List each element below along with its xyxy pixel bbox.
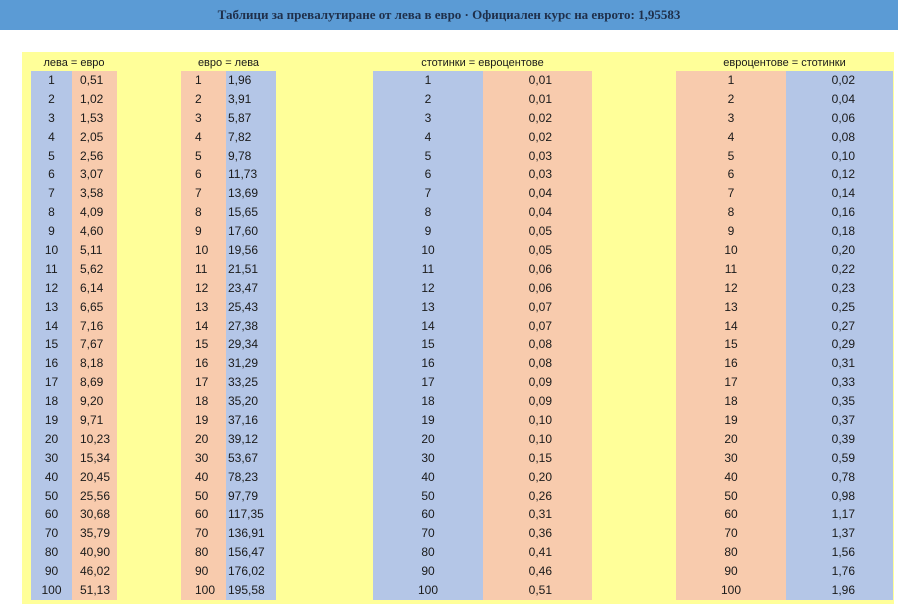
table-cell: 12 bbox=[421, 280, 435, 295]
table-cell: 0,29 bbox=[831, 337, 855, 352]
table-cell: 18 bbox=[421, 394, 435, 409]
table-cell: 9,71 bbox=[80, 413, 104, 428]
table-cell: 50 bbox=[724, 488, 738, 503]
table-cell: 17 bbox=[421, 375, 435, 390]
table-cell: 17,60 bbox=[228, 224, 259, 239]
table-cell: 0,01 bbox=[528, 73, 552, 87]
table-cell: 0,37 bbox=[831, 413, 855, 428]
table-cell: 9 bbox=[727, 224, 735, 239]
table-cell: 5,62 bbox=[80, 261, 104, 276]
table-leva-to-euro bbox=[31, 55, 117, 600]
table-cell: 1 bbox=[48, 73, 55, 87]
table-cell: 30 bbox=[724, 450, 738, 465]
table-cell: 40,90 bbox=[80, 545, 111, 560]
table-cell: 2 bbox=[727, 91, 735, 106]
table-cell: 7,16 bbox=[80, 318, 104, 333]
table-cell: 90 bbox=[724, 564, 738, 579]
table-cell: 0,22 bbox=[831, 261, 855, 276]
table-cell: 90 bbox=[44, 564, 59, 579]
table-cell: 0,14 bbox=[831, 186, 855, 201]
table-cell: 136,91 bbox=[228, 526, 265, 541]
table-cell: 1,53 bbox=[80, 110, 104, 125]
table-cell: 11 bbox=[724, 261, 738, 276]
table-cell: 14 bbox=[44, 318, 59, 333]
table-euro-to-leva bbox=[181, 55, 276, 600]
table-header: евроцентове = стотинки bbox=[723, 57, 846, 69]
table-cell: 50 bbox=[44, 488, 59, 503]
table-cell: 30 bbox=[421, 450, 435, 465]
table-cell: 14 bbox=[421, 318, 435, 333]
table-stotinki-to-eurocents bbox=[373, 55, 592, 600]
table-cell: 0,23 bbox=[831, 280, 855, 295]
table-cell: 15 bbox=[44, 337, 59, 352]
table-cell: 0,04 bbox=[831, 91, 855, 106]
table-cell: 0,59 bbox=[831, 450, 855, 465]
table-cell: 0,18 bbox=[831, 224, 855, 239]
table-cell: 20 bbox=[44, 431, 59, 446]
table-cell: 5 bbox=[424, 148, 432, 163]
table-cell: 0,98 bbox=[831, 488, 855, 503]
table-cell: 17 bbox=[195, 375, 209, 390]
table-cell: 15 bbox=[724, 337, 738, 352]
table-cell: 0,07 bbox=[528, 299, 552, 314]
table-cell: 156,47 bbox=[228, 545, 265, 560]
table-cell: 11,73 bbox=[228, 167, 258, 182]
table-cell: 7 bbox=[48, 186, 55, 201]
table-cell: 39,12 bbox=[228, 431, 259, 446]
table-cell: 0,46 bbox=[528, 564, 552, 579]
table-cell: 9 bbox=[48, 224, 55, 239]
table-cell: 0,26 bbox=[528, 488, 552, 503]
table-cell: 25,56 bbox=[80, 488, 111, 503]
table-cell: 0,25 bbox=[831, 299, 855, 314]
table-cell: 20,45 bbox=[80, 469, 111, 484]
table-cell: 14 bbox=[724, 318, 738, 333]
table-cell: 1,56 bbox=[831, 545, 855, 560]
table-cell: 0,05 bbox=[528, 243, 552, 258]
table-cell: 27,38 bbox=[228, 318, 259, 333]
table-cell: 18 bbox=[195, 394, 209, 409]
table-cell: 10 bbox=[421, 243, 435, 258]
table-cell: 16 bbox=[44, 356, 59, 371]
table-cell: 0,06 bbox=[528, 280, 552, 295]
table-cell: 19 bbox=[195, 413, 209, 428]
table-cell: 0,08 bbox=[528, 356, 552, 371]
table-cell: 6 bbox=[48, 167, 55, 182]
table-cell: 31,29 bbox=[228, 356, 259, 371]
table-cell: 4 bbox=[195, 129, 202, 144]
table-cell: 13 bbox=[724, 299, 738, 314]
table-cell: 0,09 bbox=[528, 394, 552, 409]
table-cell: 13 bbox=[195, 299, 209, 314]
table-cell: 0,07 bbox=[528, 318, 552, 333]
table-cell: 13 bbox=[421, 299, 435, 314]
table-cell: 100 bbox=[720, 583, 742, 598]
table-cell: 10,23 bbox=[80, 431, 111, 446]
table-cell: 19 bbox=[724, 413, 738, 428]
table-cell: 19 bbox=[421, 413, 435, 428]
table-cell: 80 bbox=[195, 545, 209, 560]
table-cell: 70 bbox=[195, 526, 209, 541]
table-cell: 7,82 bbox=[228, 129, 252, 144]
table-cell: 0,04 bbox=[528, 186, 552, 201]
table-cell: 80 bbox=[421, 545, 435, 560]
table-cell: 15 bbox=[421, 337, 435, 352]
table-cell: 0,03 bbox=[528, 167, 552, 182]
table-cell: 19,56 bbox=[228, 243, 259, 258]
table-cell: 12 bbox=[724, 280, 738, 295]
table-cell: 80 bbox=[44, 545, 59, 560]
table-cell: 0,06 bbox=[831, 110, 855, 125]
table-cell: 40 bbox=[421, 469, 435, 484]
table-cell: 1,96 bbox=[831, 583, 855, 598]
table-cell: 25,43 bbox=[228, 299, 259, 314]
table-cell: 35,20 bbox=[228, 394, 259, 409]
table-cell: 0,16 bbox=[831, 205, 855, 220]
table-cell: 8 bbox=[424, 205, 432, 220]
table-cell: 0,31 bbox=[528, 507, 552, 522]
table-cell: 8 bbox=[195, 205, 202, 220]
table-cell: 2 bbox=[424, 91, 432, 106]
table-cell: 18 bbox=[724, 394, 738, 409]
table-cell: 60 bbox=[195, 507, 209, 522]
table-cell: 50 bbox=[195, 488, 209, 503]
table-cell: 1,96 bbox=[228, 73, 252, 87]
eurocents-column bbox=[676, 71, 786, 600]
table-cell: 9,20 bbox=[80, 394, 104, 409]
stotinki-column bbox=[786, 71, 893, 600]
table-cell: 6 bbox=[727, 167, 735, 182]
table-cell: 50 bbox=[421, 488, 435, 503]
table-cell: 0,05 bbox=[528, 224, 552, 239]
table-cell: 8 bbox=[727, 205, 735, 220]
table-cell: 60 bbox=[724, 507, 738, 522]
table-cell: 0,78 bbox=[831, 469, 855, 484]
table-cell: 30 bbox=[195, 450, 209, 465]
table-cell: 1 bbox=[195, 73, 202, 87]
table-cell: 0,02 bbox=[528, 129, 552, 144]
table-cell: 0,01 bbox=[528, 91, 552, 106]
table-cell: 0,20 bbox=[528, 469, 552, 484]
table-cell: 11 bbox=[45, 261, 58, 276]
table-cell: 4 bbox=[424, 129, 432, 144]
table-cell: 40 bbox=[724, 469, 738, 484]
table-cell: 12 bbox=[44, 280, 59, 295]
table-cell: 9 bbox=[424, 224, 432, 239]
table-cell: 0,10 bbox=[528, 413, 552, 428]
table-cell: 5 bbox=[195, 148, 202, 163]
leva-column bbox=[31, 71, 72, 600]
table-cell: 0,06 bbox=[528, 261, 552, 276]
table-cell: 1,37 bbox=[831, 526, 855, 541]
table-cell: 1 bbox=[424, 73, 432, 87]
table-cell: 51,13 bbox=[80, 583, 111, 598]
table-cell: 0,08 bbox=[831, 129, 855, 144]
table-cell: 0,36 bbox=[528, 526, 552, 541]
table-cell: 90 bbox=[195, 564, 209, 579]
table-cell: 0,20 bbox=[831, 243, 855, 258]
table-cell: 3 bbox=[424, 110, 432, 125]
table-cell: 21,51 bbox=[228, 261, 259, 276]
table-cell: 7 bbox=[424, 186, 432, 201]
table-cell: 35,79 bbox=[80, 526, 111, 541]
table-cell: 37,16 bbox=[228, 413, 259, 428]
table-cell: 1,17 bbox=[831, 507, 855, 522]
table-cell: 1 bbox=[727, 73, 735, 87]
table-cell: 60 bbox=[44, 507, 59, 522]
table-cell: 0,39 bbox=[831, 431, 855, 446]
table-cell: 0,03 bbox=[528, 148, 552, 163]
table-cell: 10 bbox=[724, 243, 738, 258]
table-cell: 0,04 bbox=[528, 205, 552, 220]
table-cell: 17 bbox=[44, 375, 59, 390]
table-cell: 16 bbox=[724, 356, 738, 371]
table-cell: 20 bbox=[195, 431, 209, 446]
table-cell: 4 bbox=[727, 129, 735, 144]
table-cell: 23,47 bbox=[228, 280, 259, 295]
table-cell: 0,10 bbox=[831, 148, 855, 163]
table-cell: 20 bbox=[724, 431, 738, 446]
table-cell: 7 bbox=[195, 186, 202, 201]
table-cell: 0,15 bbox=[528, 450, 552, 465]
table-cell: 5,87 bbox=[228, 110, 252, 125]
table-cell: 12 bbox=[195, 280, 209, 295]
table-cell: 0,02 bbox=[528, 110, 552, 125]
table-cell: 53,67 bbox=[228, 450, 259, 465]
euro-column bbox=[181, 71, 226, 600]
table-cell: 70 bbox=[724, 526, 738, 541]
table-cell: 11 bbox=[195, 261, 208, 276]
table-cell: 11 bbox=[421, 261, 435, 276]
table-cell: 5,11 bbox=[80, 243, 103, 258]
table-cell: 14 bbox=[195, 318, 209, 333]
table-cell: 5 bbox=[727, 148, 735, 163]
table-cell: 3,58 bbox=[80, 186, 104, 201]
table-cell: 6 bbox=[195, 167, 202, 182]
table-cell: 15,65 bbox=[228, 205, 259, 220]
page-title: Таблици за превалутиране от лева в евро · Официален курс на еврото: 1,95583 bbox=[0, 0, 898, 30]
table-cell: 13 bbox=[44, 299, 59, 314]
table-cell: 16 bbox=[421, 356, 435, 371]
table-cell: 9,78 bbox=[228, 148, 252, 163]
table-cell: 46,02 bbox=[80, 564, 111, 579]
table-cell: 6,65 bbox=[80, 299, 104, 314]
table-cell: 15,34 bbox=[80, 450, 111, 465]
table-cell: 13,69 bbox=[228, 186, 259, 201]
eurocents-column bbox=[483, 71, 592, 600]
table-cell: 80 bbox=[724, 545, 738, 560]
table-cell: 1,02 bbox=[80, 91, 104, 106]
table-cell: 78,23 bbox=[228, 469, 259, 484]
table-cell: 33,25 bbox=[228, 375, 259, 390]
table-cell: 5 bbox=[48, 148, 55, 163]
table-cell: 30,68 bbox=[80, 507, 111, 522]
table-cell: 10 bbox=[44, 243, 59, 258]
table-cell: 6 bbox=[424, 167, 432, 182]
table-cell: 0,10 bbox=[528, 431, 552, 446]
table-cell: 3,07 bbox=[80, 167, 104, 182]
table-cell: 2 bbox=[48, 91, 55, 106]
table-cell: 6,14 bbox=[80, 280, 104, 295]
table-cell: 0,35 bbox=[831, 394, 855, 409]
table-cell: 0,41 bbox=[528, 545, 552, 560]
table-header: евро = лева bbox=[197, 57, 260, 69]
table-cell: 60 bbox=[421, 507, 435, 522]
table-cell: 97,79 bbox=[228, 488, 259, 503]
table-cell: 0,08 bbox=[528, 337, 552, 352]
table-cell: 1,76 bbox=[831, 564, 855, 579]
table-cell: 176,02 bbox=[228, 564, 265, 579]
table-cell: 29,34 bbox=[228, 337, 259, 352]
table-cell: 17 bbox=[724, 375, 738, 390]
table-cell: 7,67 bbox=[80, 337, 104, 352]
table-cell: 9 bbox=[195, 224, 202, 239]
table-eurocents-to-stotinki bbox=[676, 55, 893, 600]
table-cell: 0,09 bbox=[528, 375, 552, 390]
table-cell: 3 bbox=[727, 110, 735, 125]
stotinki-column bbox=[373, 71, 483, 600]
table-cell: 0,33 bbox=[831, 375, 855, 390]
table-cell: 3,91 bbox=[228, 91, 252, 106]
table-cell: 8,69 bbox=[80, 375, 104, 390]
table-cell: 18 bbox=[44, 394, 59, 409]
table-cell: 100 bbox=[195, 583, 216, 598]
table-cell: 0,31 bbox=[831, 356, 855, 371]
table-cell: 0,51 bbox=[80, 73, 104, 87]
table-cell: 40 bbox=[195, 469, 209, 484]
table-cell: 4,60 bbox=[80, 224, 104, 239]
table-cell: 40 bbox=[44, 469, 59, 484]
table-header: стотинки = евроцентове bbox=[421, 57, 544, 69]
euro-column bbox=[72, 71, 117, 600]
table-cell: 70 bbox=[421, 526, 435, 541]
table-cell: 0,27 bbox=[831, 318, 855, 333]
table-cell: 20 bbox=[421, 431, 435, 446]
table-cell: 15 bbox=[195, 337, 209, 352]
leva-column bbox=[226, 71, 276, 600]
table-cell: 0,12 bbox=[831, 167, 855, 182]
table-cell: 2 bbox=[195, 91, 202, 106]
table-cell: 19 bbox=[44, 413, 59, 428]
table-cell: 0,02 bbox=[831, 73, 855, 87]
table-cell: 0,51 bbox=[528, 583, 552, 598]
table-header: лева = евро bbox=[43, 57, 105, 69]
table-cell: 4,09 bbox=[80, 205, 104, 220]
table-cell: 30 bbox=[44, 450, 59, 465]
table-cell: 10 bbox=[195, 243, 209, 258]
table-cell: 3 bbox=[195, 110, 202, 125]
table-cell: 3 bbox=[48, 110, 55, 125]
table-cell: 7 bbox=[727, 186, 735, 201]
table-cell: 100 bbox=[41, 583, 62, 598]
table-cell: 90 bbox=[421, 564, 435, 579]
table-cell: 100 bbox=[417, 583, 439, 598]
table-cell: 16 bbox=[195, 356, 209, 371]
table-cell: 117,35 bbox=[228, 507, 264, 522]
table-cell: 8,18 bbox=[80, 356, 104, 371]
table-cell: 2,05 bbox=[80, 129, 104, 144]
table-cell: 2,56 bbox=[80, 148, 104, 163]
table-cell: 8 bbox=[48, 205, 55, 220]
table-cell: 195,58 bbox=[228, 583, 265, 598]
table-cell: 70 bbox=[44, 526, 59, 541]
table-cell: 4 bbox=[48, 129, 55, 144]
